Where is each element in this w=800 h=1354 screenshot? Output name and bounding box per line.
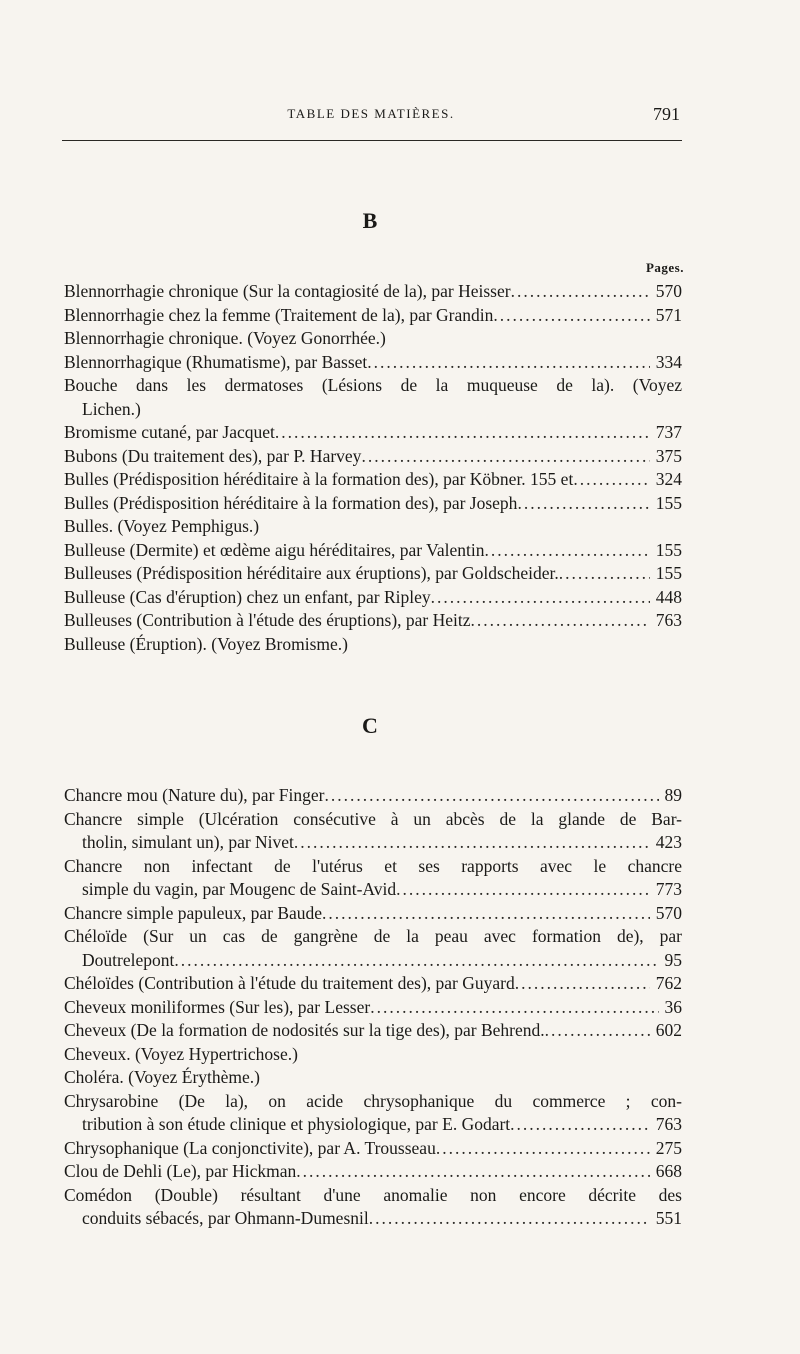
index-line (64, 1114, 682, 1138)
index-line-text: Chéloïdes (Contribution à l'étude du traitement des), par Guyard (64, 973, 515, 993)
index-line-text: Bulleuse (Éruption). (Voyez Bromisme.) (64, 633, 348, 654)
index-line-text: Comédon (Double) résultant d'une anomalie non encore décrite des (64, 1184, 682, 1205)
dot-leader (493, 305, 649, 326)
index-line-text: Cheveux (De la formation de nodosités sur la tige des), par Behrend. (64, 1020, 545, 1040)
index-line (64, 1185, 682, 1209)
pages-column-label: Pages. (645, 260, 684, 275)
index-line-text: Blennorrhagie chez la femme (Traitement de la), par Grandin (64, 304, 494, 325)
dot-leader (485, 540, 650, 561)
dot-leader (369, 1208, 650, 1229)
index-line-text: Lichen.) (82, 398, 141, 419)
header-rule (62, 140, 682, 141)
running-title: TABLE DES MATIÈRES. (287, 106, 455, 121)
index-line-page: 773 (655, 879, 682, 899)
index-line-page: 324 (655, 469, 682, 489)
index-line (64, 634, 682, 658)
dot-leader (517, 493, 649, 514)
section-c-entries (64, 785, 682, 1232)
section-letter-b: B (362, 208, 378, 233)
index-line (64, 281, 682, 305)
index-line-page: 668 (655, 1161, 682, 1181)
index-line (64, 469, 682, 493)
index-line-text: Chéloïde (Sur un cas de gangrène de la peau avec formation de), par (64, 926, 682, 946)
dot-leader (573, 469, 649, 490)
page-number: 791 (653, 104, 680, 124)
index-line-page: 423 (655, 832, 682, 852)
index-line (64, 809, 682, 833)
index-line-text: Bulles (Prédisposition héréditaire à la formation des), par Köbner. 155 et (64, 469, 574, 489)
index-line-text: Blennorrhagie chronique. (Voyez Gonorrhée.) (64, 328, 386, 348)
index-line-text: Choléra. (Voyez Érythème.) (64, 1067, 260, 1087)
index-line-text: simple du vagin, par Mougenc de Saint-Avid (82, 879, 397, 899)
index-line (64, 832, 682, 856)
index-line (64, 1138, 682, 1162)
dot-leader (396, 879, 650, 900)
index-line-text: Cheveux. (Voyez Hypertrichose.) (64, 1043, 298, 1064)
index-line-text: Bromisme cutané, par Jacquet (64, 422, 275, 442)
index-line (64, 926, 682, 950)
dot-leader (436, 1138, 650, 1159)
dot-leader (361, 446, 649, 467)
index-line-text: Cheveux moniliformes (Sur les), par Lesser (64, 996, 371, 1017)
index-line-text: tribution à son étude clinique et physiologique, par E. Godart (82, 1114, 511, 1134)
index-line-page: 763 (655, 610, 682, 630)
index-line-page: 570 (655, 902, 682, 923)
dot-leader (275, 422, 650, 443)
index-line-page: 36 (664, 996, 682, 1017)
index-line-text: Bubons (Du traitement des), par P. Harvey (64, 445, 362, 466)
index-line (64, 422, 682, 446)
index-line-text: Bouche dans les dermatoses (Lésions de la muqueuse de la). (Voyez (64, 375, 682, 395)
index-line-text: Bulleuses (Prédisposition héréditaire aux éruptions), par Goldscheider. (64, 563, 559, 583)
index-line (64, 785, 682, 809)
index-line (64, 973, 682, 997)
index-line-text: Chrysarobine (De la), on acide chrysophanique du commerce ; con- (64, 1090, 682, 1111)
dot-leader (324, 785, 658, 806)
index-line (64, 1091, 682, 1115)
running-header (62, 104, 680, 128)
index-line (64, 328, 682, 352)
index-line (64, 540, 682, 564)
dot-leader (296, 1161, 649, 1182)
dot-leader (511, 281, 650, 302)
index-line (64, 516, 682, 540)
index-line-text: Bulles. (Voyez Pemphigus.) (64, 516, 260, 536)
index-line-page: 763 (655, 1114, 682, 1134)
index-line-text: tholin, simulant un), par Nivet (82, 832, 294, 852)
index-line (64, 950, 682, 974)
index-line-text: Bulleuse (Cas d'éruption) chez un enfant, par Ripley (64, 586, 431, 607)
index-line-page: 89 (664, 785, 682, 805)
index-line (64, 399, 682, 423)
index-line-text: Chancre non infectant de l'utérus et ses rapports avec le chancre (64, 855, 682, 876)
dot-leader (559, 563, 650, 584)
index-line-page: 551 (655, 1208, 682, 1228)
index-line-text: Chancre simple (Ulcération consécutive à un abcès de la glande de Bar- (64, 808, 682, 829)
index-line (64, 997, 682, 1021)
index-line-page: 155 (655, 492, 682, 513)
dot-leader (471, 610, 650, 631)
index-line-page: 275 (655, 1137, 682, 1158)
index-line-text: Blennorrhagique (Rhumatisme), par Basset (64, 351, 368, 372)
index-line-page: 155 (655, 563, 682, 583)
index-line (64, 1161, 682, 1185)
index-line (64, 1020, 682, 1044)
index-line-page: 762 (655, 973, 682, 993)
index-line (64, 352, 682, 376)
index-line (64, 610, 682, 634)
index-line-text: Bulleuses (Contribution à l'étude des éruptions), par Heitz (64, 610, 471, 630)
index-line (64, 493, 682, 517)
index-line-text: Clou de Dehli (Le), par Hickman (64, 1161, 297, 1181)
index-line-text: Chancre simple papuleux, par Baude (64, 902, 323, 923)
index-line-page: 95 (664, 949, 682, 970)
index-line (64, 587, 682, 611)
index-line-text: Doutrelepont (82, 949, 175, 970)
index-line-page: 155 (655, 539, 682, 560)
index-line-page: 334 (655, 351, 682, 372)
dot-leader (510, 1114, 650, 1135)
index-line (64, 1208, 682, 1232)
section-letter-c: C (362, 713, 378, 738)
dot-leader (322, 903, 650, 924)
dot-leader (370, 997, 658, 1018)
index-line (64, 903, 682, 927)
dot-leader (174, 950, 658, 971)
index-line (64, 305, 682, 329)
index-line-text: Bulles (Prédisposition héréditaire à la formation des), par Joseph (64, 492, 518, 513)
index-line-page: 448 (655, 586, 682, 607)
dot-leader (515, 973, 650, 994)
index-line-page: 737 (655, 422, 682, 442)
index-line-page: 570 (655, 281, 682, 301)
index-line (64, 563, 682, 587)
index-line (64, 1044, 682, 1068)
index-line (64, 375, 682, 399)
index-line-text: Bulleuse (Dermite) et œdème aigu héréditaires, par Valentin (64, 539, 485, 560)
index-line-text: Blennorrhagie chronique (Sur la contagiosité de la), par Heisser (64, 281, 511, 301)
index-line-page: 375 (655, 445, 682, 466)
index-line (64, 446, 682, 470)
section-b-entries (64, 281, 682, 657)
index-line-text: conduits sébacés, par Ohmann-Dumesnil (82, 1208, 369, 1228)
dot-leader (367, 352, 649, 373)
dot-leader (431, 587, 650, 608)
dot-leader (545, 1020, 650, 1041)
index-line-page: 571 (655, 304, 682, 325)
index-line (64, 879, 682, 903)
index-line-page: 602 (655, 1020, 682, 1040)
index-line-text: Chancre mou (Nature du), par Finger (64, 785, 325, 805)
dot-leader (294, 832, 650, 853)
index-line-text: Chrysophanique (La conjonctivite), par A. Trousseau (64, 1137, 436, 1158)
index-line (64, 1067, 682, 1091)
index-line (64, 856, 682, 880)
